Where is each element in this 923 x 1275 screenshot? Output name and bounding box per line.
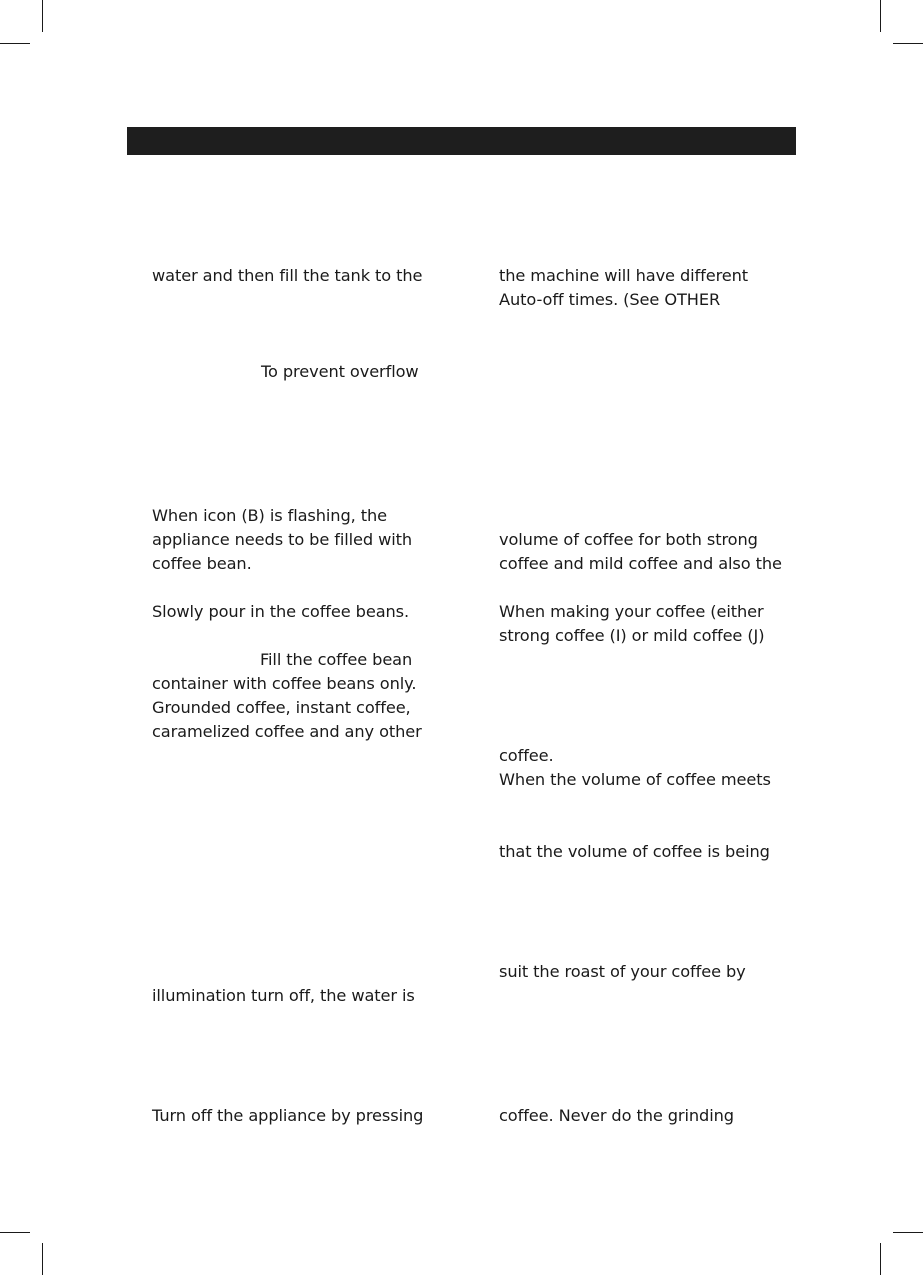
text-line: coffee bean. (152, 554, 252, 573)
text-line: volume of coffee for both strong (499, 530, 758, 549)
crop-mark-bottom-left-horizontal (0, 1232, 30, 1233)
text-line: water and then fill the tank to the (152, 266, 423, 285)
text-line: that the volume of coffee is being (499, 842, 770, 861)
text-line: When the volume of coffee meets (499, 770, 771, 789)
text-line: Auto-off times. (See OTHER (499, 290, 721, 309)
text-line: When icon (B) is flashing, the (152, 506, 387, 525)
text-line: To prevent overflow (261, 362, 419, 381)
crop-mark-top-left-horizontal (0, 43, 30, 44)
text-line: appliance needs to be filled with (152, 530, 413, 549)
text-line: coffee. Never do the grinding (499, 1106, 734, 1125)
text-line: Turn off the appliance by pressing (152, 1106, 424, 1125)
text-line: strong coffee (I) or mild coffee (J) (499, 626, 765, 645)
crop-mark-top-right-horizontal (893, 43, 923, 44)
crop-mark-top-left-vertical (42, 0, 43, 32)
crop-mark-top-right-vertical (880, 0, 881, 32)
text-line: container with coffee beans only. (152, 674, 417, 693)
section-header-bar (127, 127, 796, 155)
crop-mark-bottom-right-horizontal (893, 1232, 923, 1233)
text-line: illumination turn off, the water is (152, 986, 415, 1005)
text-line: Fill the coffee bean (260, 650, 413, 669)
text-line: suit the roast of your coffee by (499, 962, 746, 981)
text-line: caramelized coffee and any other (152, 722, 422, 741)
text-line: coffee. (499, 746, 554, 765)
text-line: coffee and mild coffee and also the (499, 554, 782, 573)
text-line: When making your coffee (either (499, 602, 764, 621)
text-line: Grounded coffee, instant coffee, (152, 698, 411, 717)
text-line: Slowly pour in the coffee beans. (152, 602, 410, 621)
text-line: the machine will have different (499, 266, 749, 285)
crop-mark-bottom-left-vertical (42, 1243, 43, 1275)
crop-mark-bottom-right-vertical (880, 1243, 881, 1275)
